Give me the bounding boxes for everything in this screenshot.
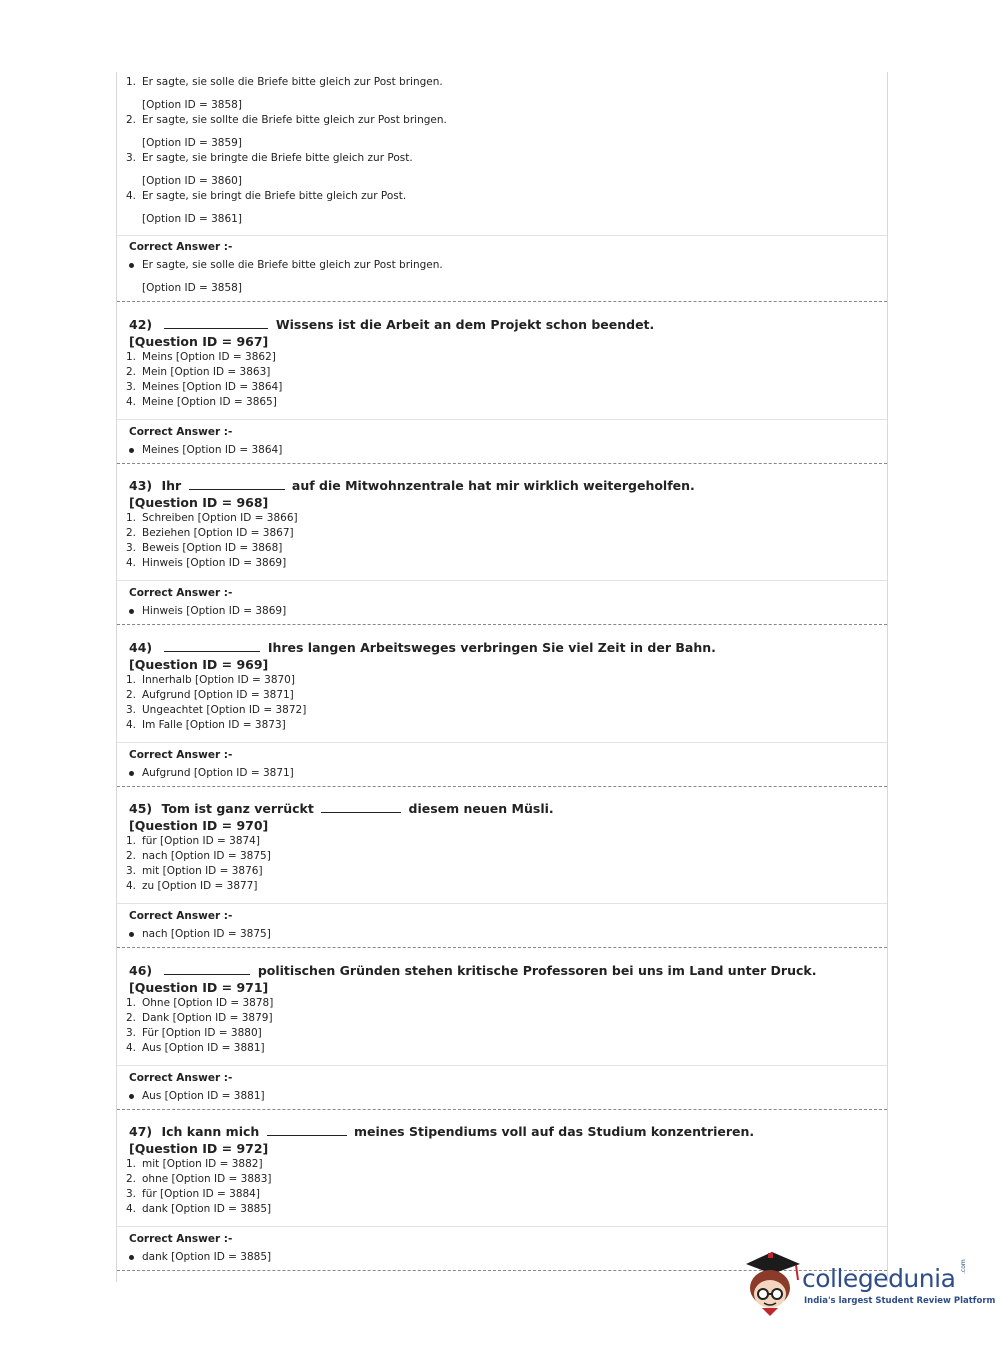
question-id: [Question ID = 967]	[129, 334, 269, 349]
question-block	[117, 639, 887, 733]
option-item	[117, 879, 887, 894]
option-number: 4.	[126, 190, 137, 202]
option-number: 1.	[126, 1158, 137, 1170]
option-text: zu [Option ID = 3877]	[142, 880, 258, 892]
option-number: 1.	[126, 674, 137, 686]
question-number: 47)	[129, 1124, 153, 1139]
dashed-separator	[117, 463, 887, 464]
option-text: Meins [Option ID = 3862]	[142, 351, 276, 363]
question-text-before: Ich kann mich	[161, 1124, 260, 1139]
correct-answer-label: Correct Answer :-	[129, 426, 233, 438]
bullet-icon	[129, 609, 134, 614]
question-number: 46)	[129, 963, 153, 978]
question-id: [Question ID = 972]	[129, 1141, 269, 1156]
option-number: 4.	[126, 719, 137, 731]
question-text	[117, 477, 887, 494]
correct-answer-label: Correct Answer :-	[129, 587, 233, 599]
correct-answer	[117, 927, 887, 942]
divider	[117, 1226, 887, 1227]
question-id: [Question ID = 969]	[129, 657, 269, 672]
question-text	[117, 800, 887, 817]
correct-answer	[117, 258, 887, 273]
option-text: Beziehen [Option ID = 3867]	[142, 527, 294, 539]
correct-answer-label: Correct Answer :-	[129, 1072, 233, 1084]
answer-blank	[321, 800, 401, 813]
question-id: [Question ID = 971]	[129, 980, 269, 995]
option-item	[117, 541, 887, 556]
correct-answer-text: Hinweis [Option ID = 3869]	[142, 605, 287, 617]
option-number: 3.	[126, 542, 137, 554]
option-number: 2.	[126, 1173, 137, 1185]
correct-answer	[117, 1089, 887, 1104]
question-block	[117, 477, 887, 571]
option-text: dank [Option ID = 3885]	[142, 1203, 272, 1215]
option-id: [Option ID = 3859]	[142, 137, 242, 149]
correct-answer-label: Correct Answer :-	[129, 241, 233, 253]
correct-answer-text: Aufgrund [Option ID = 3871]	[142, 767, 294, 779]
answer-block	[117, 586, 887, 619]
option-item	[117, 511, 887, 526]
option-text: Er sagte, sie bringt die Briefe bitte gleich zur Post.	[142, 190, 407, 202]
correct-answer	[117, 604, 887, 619]
option-item	[117, 380, 887, 395]
option-number: 4.	[126, 396, 137, 408]
option-number: 4.	[126, 557, 137, 569]
option-text: Schreiben [Option ID = 3866]	[142, 512, 298, 524]
correct-answer-text: nach [Option ID = 3875]	[142, 928, 271, 940]
option-item	[117, 1187, 887, 1202]
option-list	[117, 996, 887, 1056]
question-id: [Question ID = 970]	[129, 818, 269, 833]
answer-blank	[189, 477, 285, 490]
answer-block	[117, 1071, 887, 1104]
answer-blank	[164, 316, 268, 329]
correct-answer-text: Er sagte, sie solle die Briefe bitte gleich zur Post bringen.	[142, 259, 443, 271]
option-text: für [Option ID = 3884]	[142, 1188, 260, 1200]
option-item	[117, 1157, 887, 1172]
option-item	[117, 703, 887, 718]
question-block	[117, 1123, 887, 1217]
option-number: 2.	[126, 366, 137, 378]
option-text: Mein [Option ID = 3863]	[142, 366, 271, 378]
logo-suffix: .com	[960, 1259, 967, 1274]
question-id: [Question ID = 968]	[129, 495, 269, 510]
option-item	[117, 1026, 887, 1041]
option-number: 2.	[126, 850, 137, 862]
logo-name: collegedunia	[802, 1264, 956, 1293]
question-block	[117, 316, 887, 410]
option-item	[117, 1041, 887, 1056]
option-item	[117, 1011, 887, 1026]
option-item	[117, 688, 887, 703]
answer-block	[117, 748, 887, 781]
answer-block	[117, 425, 887, 458]
question-text-after: Ihres langen Arbeitsweges verbringen Sie viel Zeit in der Bahn.	[267, 640, 716, 655]
option-item	[117, 350, 887, 365]
option-list	[117, 834, 887, 894]
bullet-icon	[129, 771, 134, 776]
option-number: 2.	[126, 527, 137, 539]
option-text: Innerhalb [Option ID = 3870]	[142, 674, 295, 686]
question-text	[117, 639, 887, 656]
correct-answer-text: dank [Option ID = 3885]	[142, 1251, 272, 1263]
option-item	[117, 75, 887, 90]
logo-tagline: India's largest Student Review Platform	[804, 1296, 996, 1306]
option-text: Im Falle [Option ID = 3873]	[142, 719, 286, 731]
question-text	[117, 1123, 887, 1140]
question-number: 44)	[129, 640, 153, 655]
option-number: 4.	[126, 1203, 137, 1215]
question-text	[117, 316, 887, 333]
dashed-separator	[117, 786, 887, 787]
option-text: Er sagte, sie sollte die Briefe bitte gleich zur Post bringen.	[142, 114, 447, 126]
bullet-icon	[129, 1255, 134, 1260]
option-text: für [Option ID = 3874]	[142, 835, 260, 847]
collegedunia-logo	[742, 1250, 996, 1320]
dashed-separator	[117, 947, 887, 948]
option-list	[117, 75, 887, 227]
answer-blank	[267, 1123, 347, 1136]
option-list	[117, 511, 887, 571]
dashed-separator	[117, 624, 887, 625]
question-block	[117, 962, 887, 1056]
option-number: 4.	[126, 880, 137, 892]
option-item	[117, 556, 887, 571]
option-number: 3.	[126, 865, 137, 877]
question-text-before: Ihr	[161, 478, 182, 493]
question-41-answer	[117, 240, 887, 296]
question-number: 43)	[129, 478, 153, 493]
question-text-after: diesem neuen Müsli.	[408, 801, 554, 816]
option-text: nach [Option ID = 3875]	[142, 850, 271, 862]
option-number: 1.	[126, 76, 137, 88]
option-text: Aufgrund [Option ID = 3871]	[142, 689, 294, 701]
divider	[117, 235, 887, 236]
option-text: Meine [Option ID = 3865]	[142, 396, 277, 408]
option-item	[117, 1202, 887, 1217]
option-number: 3.	[126, 152, 137, 164]
option-number: 4.	[126, 1042, 137, 1054]
correct-answer	[117, 443, 887, 458]
question-text-after: Wissens ist die Arbeit an dem Projekt schon beendet.	[275, 317, 655, 332]
answer-blank	[164, 962, 250, 975]
option-number: 1.	[126, 997, 137, 1009]
question-text-after: politischen Gründen stehen kritische Professoren bei uns im Land unter Druck.	[257, 963, 817, 978]
question-text-before: Tom ist ganz verrückt	[161, 801, 314, 816]
option-item	[117, 526, 887, 541]
option-text: Dank [Option ID = 3879]	[142, 1012, 273, 1024]
option-number: 1.	[126, 512, 137, 524]
correct-answer-label: Correct Answer :-	[129, 749, 233, 761]
option-list	[117, 350, 887, 410]
option-text: Aus [Option ID = 3881]	[142, 1042, 265, 1054]
divider	[117, 903, 887, 904]
correct-answer-label: Correct Answer :-	[129, 1233, 233, 1245]
bullet-icon	[129, 1094, 134, 1099]
option-number: 2.	[126, 114, 137, 126]
option-item	[117, 151, 887, 166]
option-item	[117, 834, 887, 849]
option-text: Beweis [Option ID = 3868]	[142, 542, 283, 554]
option-number: 3.	[126, 1027, 137, 1039]
option-text: Er sagte, sie solle die Briefe bitte gleich zur Post bringen.	[142, 76, 443, 88]
answer-block	[117, 909, 887, 942]
bullet-icon	[129, 263, 134, 268]
option-item	[117, 718, 887, 733]
divider	[117, 742, 887, 743]
option-item	[117, 996, 887, 1011]
divider	[117, 580, 887, 581]
option-text: Hinweis [Option ID = 3869]	[142, 557, 287, 569]
option-id: [Option ID = 3861]	[142, 213, 242, 225]
answer-blank	[164, 639, 260, 652]
option-text: mit [Option ID = 3882]	[142, 1158, 263, 1170]
bullet-icon	[129, 448, 134, 453]
divider	[117, 1065, 887, 1066]
correct-answer-text: Meines [Option ID = 3864]	[142, 444, 283, 456]
option-item	[117, 864, 887, 879]
mascot-icon	[742, 1250, 804, 1320]
option-text: Ohne [Option ID = 3878]	[142, 997, 274, 1009]
option-text: Ungeachtet [Option ID = 3872]	[142, 704, 307, 716]
question-41-options	[117, 72, 887, 227]
option-item	[117, 1172, 887, 1187]
question-text	[117, 962, 887, 979]
option-number: 3.	[126, 381, 137, 393]
option-text: ohne [Option ID = 3883]	[142, 1173, 272, 1185]
option-number: 2.	[126, 1012, 137, 1024]
option-item	[117, 189, 887, 204]
option-item	[117, 365, 887, 380]
option-number: 1.	[126, 835, 137, 847]
correct-answer-id: [Option ID = 3858]	[142, 282, 242, 294]
correct-answer-label: Correct Answer :-	[129, 910, 233, 922]
question-paper-page	[116, 72, 888, 1282]
option-item	[117, 849, 887, 864]
option-number: 3.	[126, 704, 137, 716]
option-id: [Option ID = 3860]	[142, 175, 242, 187]
question-number: 42)	[129, 317, 153, 332]
option-text: Meines [Option ID = 3864]	[142, 381, 283, 393]
option-item	[117, 673, 887, 688]
question-text-after: auf die Mitwohnzentrale hat mir wirklich weitergeholfen.	[291, 478, 695, 493]
option-text: Für [Option ID = 3880]	[142, 1027, 262, 1039]
dashed-separator	[117, 301, 887, 302]
question-block	[117, 800, 887, 894]
divider	[117, 419, 887, 420]
correct-answer	[117, 766, 887, 781]
option-number: 1.	[126, 351, 137, 363]
option-item	[117, 395, 887, 410]
question-number: 45)	[129, 801, 153, 816]
question-text-after: meines Stipendiums voll auf das Studium konzentrieren.	[354, 1124, 755, 1139]
option-id: [Option ID = 3858]	[142, 99, 242, 111]
dashed-separator	[117, 1109, 887, 1110]
option-number: 3.	[126, 1188, 137, 1200]
correct-answer-text: Aus [Option ID = 3881]	[142, 1090, 265, 1102]
option-text: Er sagte, sie bringte die Briefe bitte gleich zur Post.	[142, 152, 413, 164]
bullet-icon	[129, 932, 134, 937]
option-text: mit [Option ID = 3876]	[142, 865, 263, 877]
option-item	[117, 113, 887, 128]
option-list	[117, 673, 887, 733]
option-number: 2.	[126, 689, 137, 701]
option-list	[117, 1157, 887, 1217]
